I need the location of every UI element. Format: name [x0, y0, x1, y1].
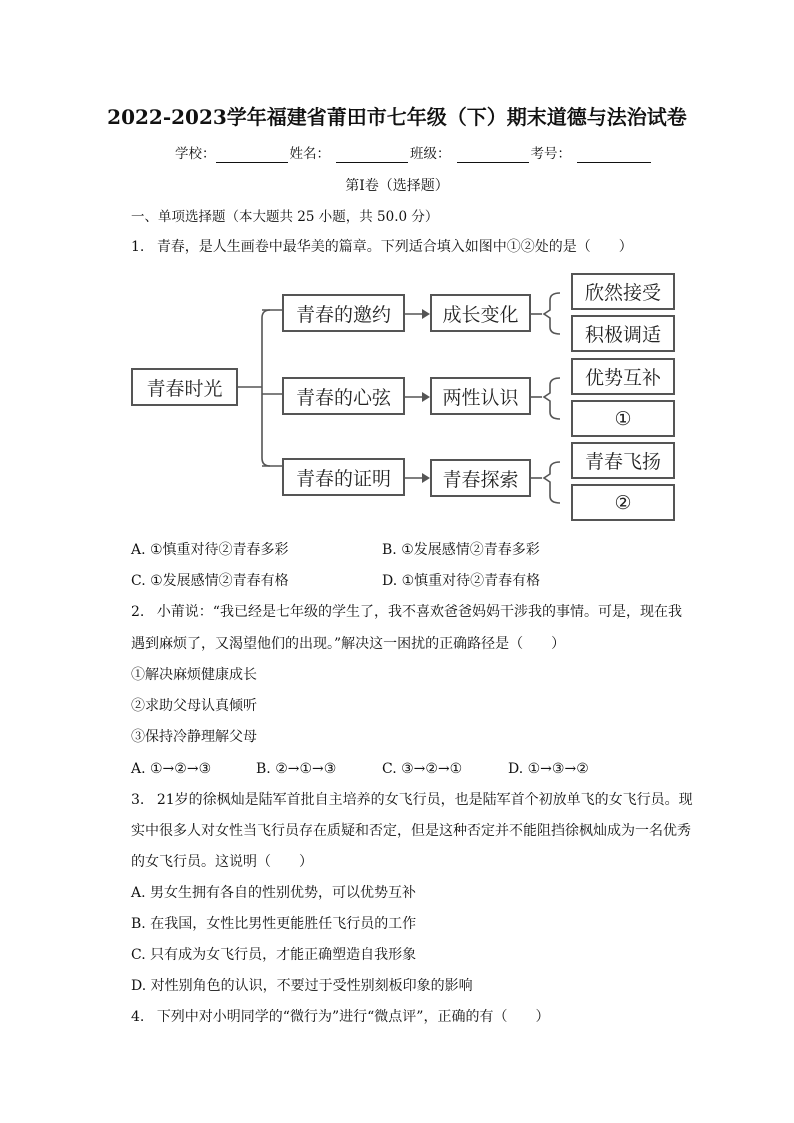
option-c[interactable]: C. ③→②→①	[382, 761, 463, 777]
name-label: 姓名：	[289, 146, 330, 162]
diagram-leaf: 优势互补	[571, 358, 675, 395]
diagram-leaf-blank-1: ①	[571, 400, 675, 437]
option-d[interactable]: D. ①慎重对待②青春有格	[382, 573, 541, 589]
question-stem-continued: 遇到麻烦了，又渴望他们的出现。”解决这一困扰的正确路径是（ ）	[131, 636, 566, 652]
option-b[interactable]: B. 在我国，女性比男性更能胜任飞行员的工作	[131, 916, 417, 932]
diagram-leaf: 欣然接受	[571, 273, 675, 310]
statement-item: ①解决麻烦健康成长	[131, 667, 257, 683]
diagram-branch-title: 青春的邀约	[282, 294, 405, 332]
question-4	[131, 1008, 549, 1026]
question-number: 2.	[131, 604, 145, 620]
question-number: 1.	[131, 239, 145, 255]
question-stem: 小莆说：“我已经是七年级的学生了，我不喜欢爸爸妈妈干涉我的事情。可是，现在我	[156, 604, 682, 620]
option-d[interactable]: D. 对性别角色的认识，不要过于受性别刻板印象的影响	[131, 978, 473, 994]
diagram-leaf: 青春飞扬	[571, 442, 675, 479]
diagram-leaf: 积极调适	[571, 315, 675, 352]
question-stem-continued: 实中很多人对女性当飞行员存在质疑和否定，但是这种否定并不能阻挡徐枫灿成为一名优秀	[131, 823, 691, 839]
page-title: 2022-2023学年福建省莆田市七年级（下）期末道德与法治试卷	[107, 105, 687, 129]
option-a[interactable]: A. ①慎重对待②青春多彩	[131, 542, 289, 558]
option-a[interactable]: A. 男女生拥有各自的性别优势，可以优势互补	[131, 885, 417, 901]
school-label: 学校：	[175, 146, 216, 162]
section-heading: 一、单项选择题（本大题共 25 小题，共 50.0 分）	[131, 209, 439, 225]
diagram-branch-title: 青春的证明	[282, 458, 405, 496]
question-stem: 下列中对小明同学的“微行为”进行“微点评”，正确的有（ ）	[156, 1009, 550, 1025]
question-2	[131, 603, 682, 621]
diagram-branch-sub: 青春探索	[430, 459, 531, 497]
statement-item: ②求助父母认真倾听	[131, 698, 257, 714]
question-number: 3.	[131, 792, 145, 808]
diagram-branch-sub: 成长变化	[430, 294, 531, 332]
option-c[interactable]: C. 只有成为女飞行员，才能正确塑造自我形象	[131, 947, 417, 963]
option-c[interactable]: C. ①发展感情②青春有格	[131, 573, 289, 589]
question-3	[131, 791, 693, 809]
diagram-branch-sub: 两性认识	[430, 377, 531, 415]
question-number: 4.	[131, 1009, 145, 1025]
question-stem: 青春，是人生画卷中最华美的篇章。下列适合填入如图中①②处的是（ ）	[156, 239, 633, 255]
diagram-branch-title: 青春的心弦	[282, 377, 405, 415]
question-stem-continued: 的女飞行员。这说明（ ）	[131, 854, 313, 870]
class-label: 班级：	[410, 146, 451, 162]
exam-no-label: 考号：	[530, 146, 571, 162]
diagram-leaf-blank-2: ②	[571, 484, 675, 521]
statement-item: ③保持冷静理解父母	[131, 729, 257, 745]
option-d[interactable]: D. ①→③→②	[508, 761, 589, 777]
question-stem: 21岁的徐枫灿是陆军首批自主培养的女飞行员，也是陆军首个初放单飞的女飞行员。现	[156, 792, 693, 808]
option-b[interactable]: B. ②→①→③	[256, 761, 337, 777]
option-a[interactable]: A. ①→②→③	[131, 761, 212, 777]
volume-heading: 第Ⅰ卷（选择题）	[345, 178, 449, 194]
option-b[interactable]: B. ①发展感情②青春多彩	[382, 542, 540, 558]
diagram-root: 青春时光	[131, 368, 238, 406]
